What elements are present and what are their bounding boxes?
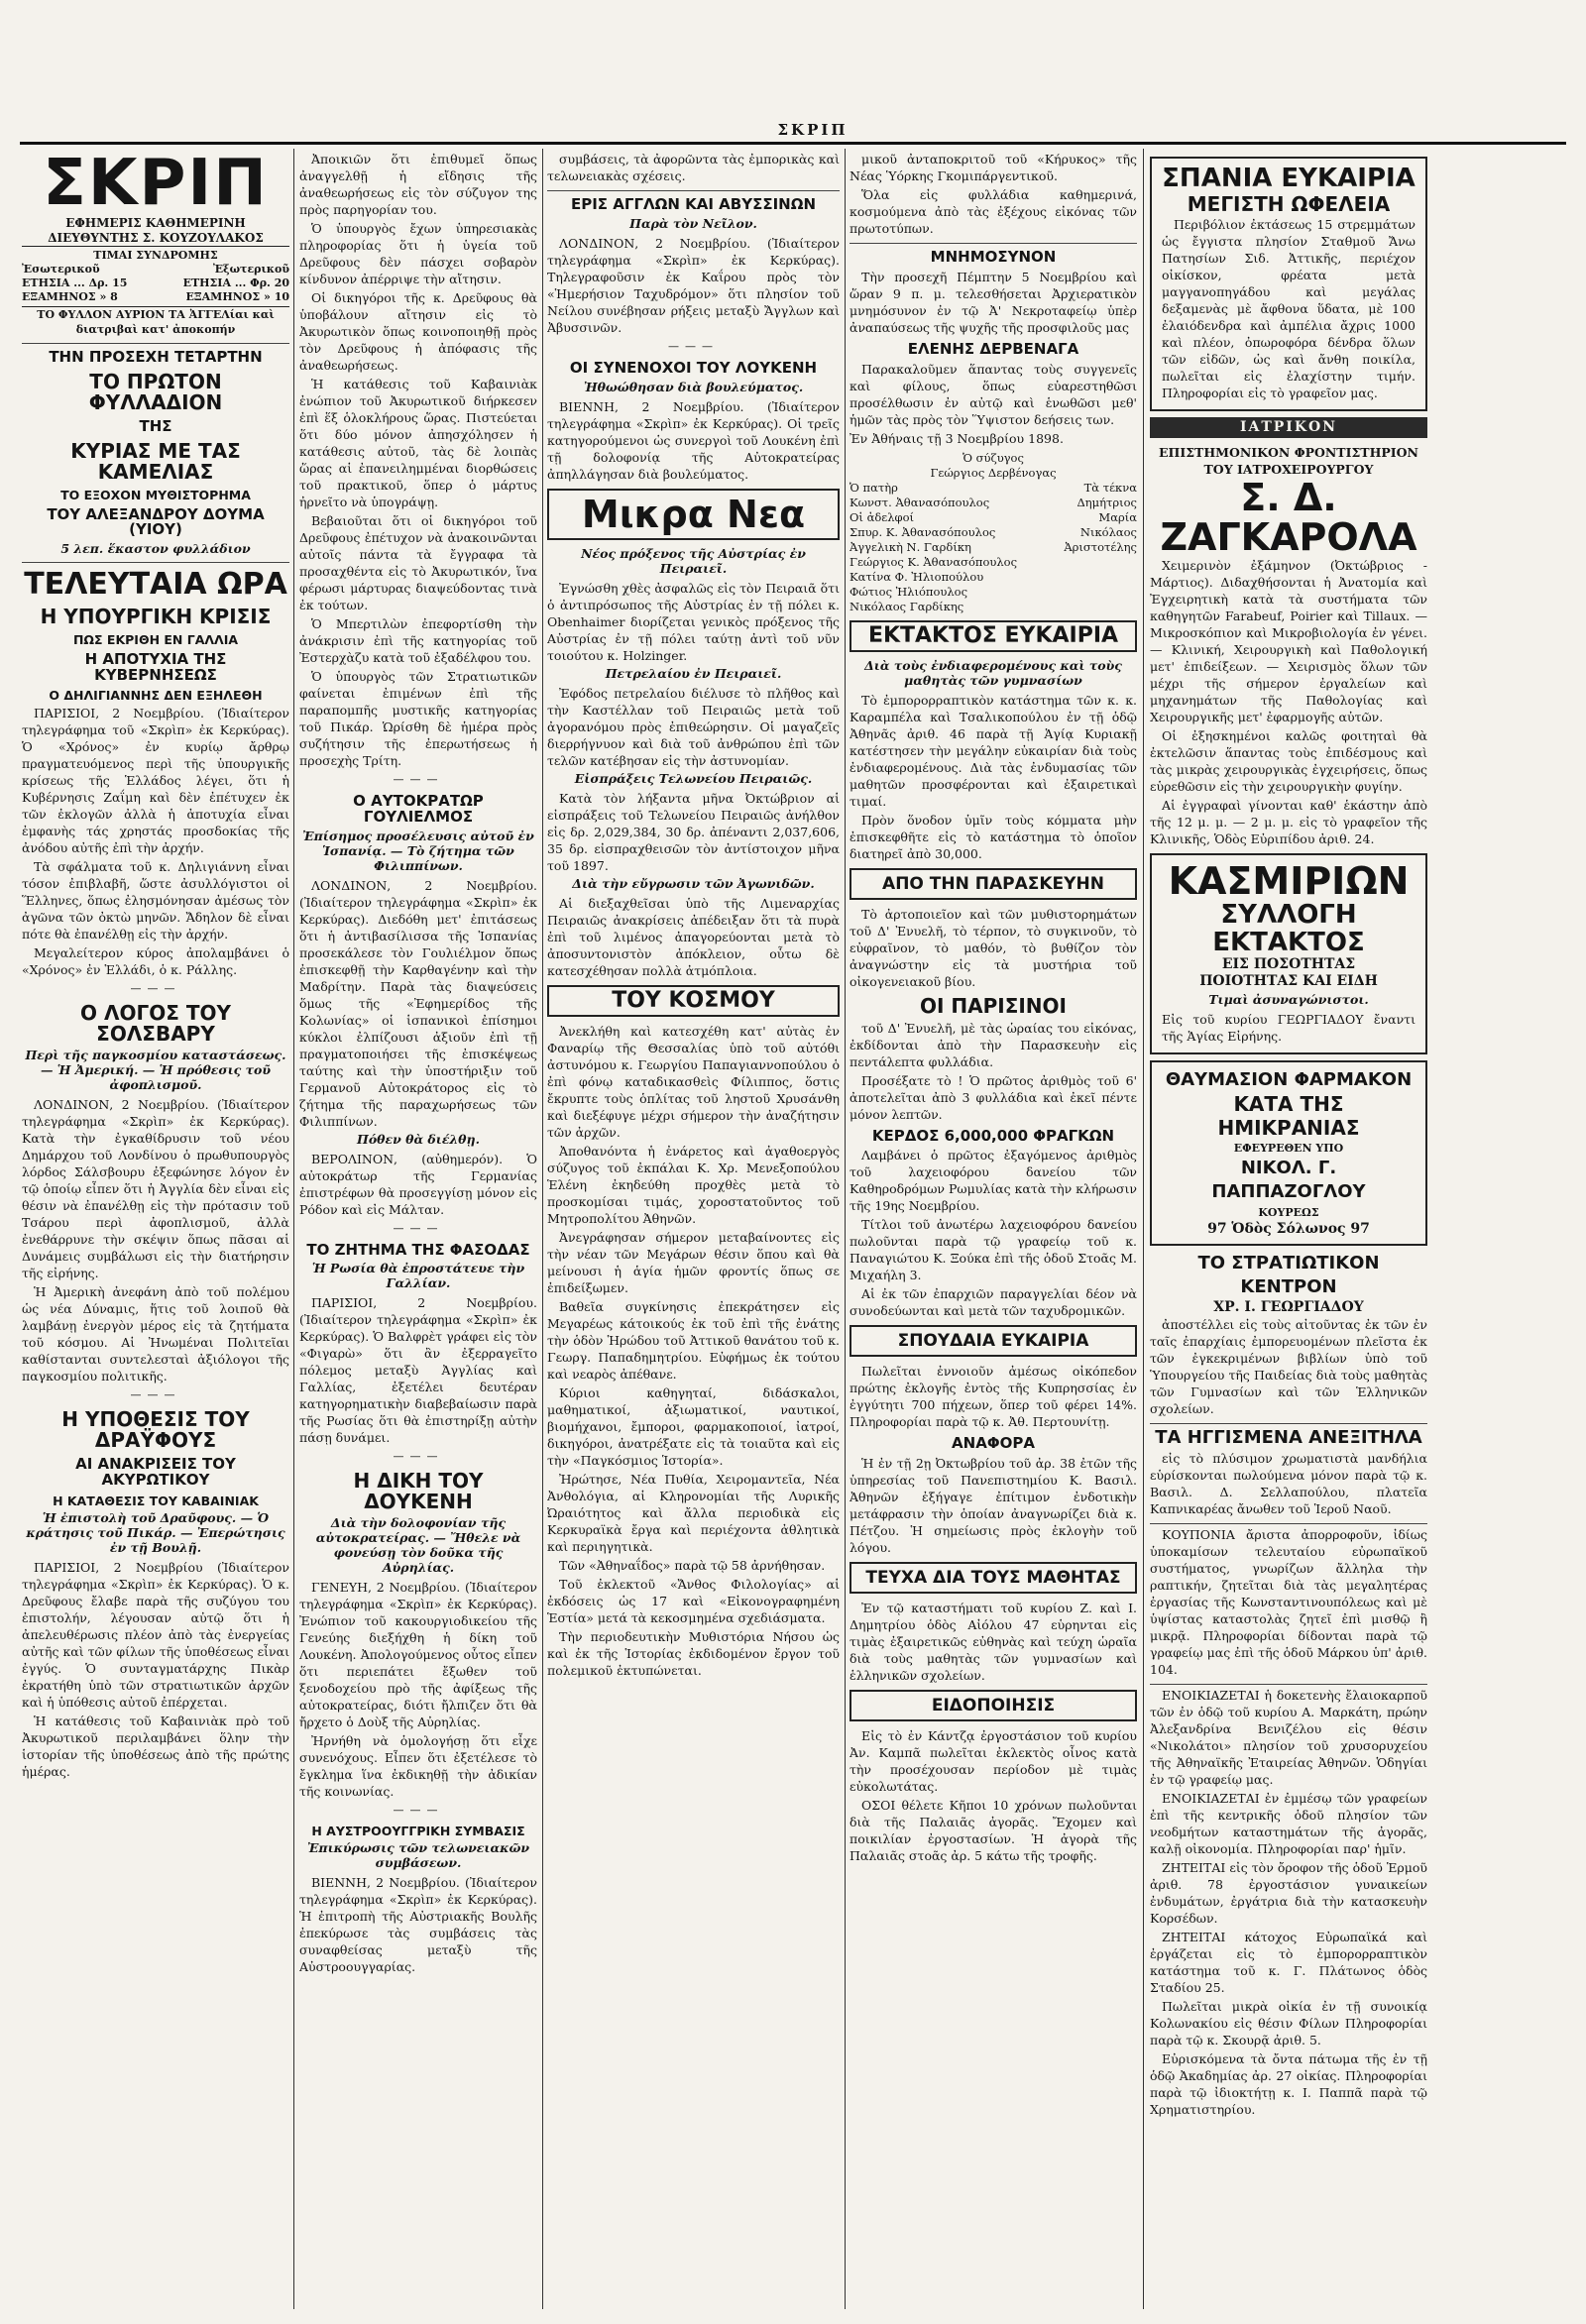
subheadline: Διὰ τὴν δολοφονίαν τῆς αὐτοκρατείρας. — Ἤθελε νὰ φονεύσῃ τὸν δοῦκα τῆς Αὐρηλίας. [315, 1515, 521, 1576]
ad-text: ΠΟΙΟΤΗΤΑΣ ΚΑΙ ΕΙΔΗ [1199, 973, 1378, 989]
article-paragraph: Τὰ σφάλματα τοῦ κ. Δηλιγιάννη εἶναι τόσον ἐπιβλαβῆ, ὥστε ἀσυλλόγιστοι οἱ Ἕλληνες, ὅπως ἐλησμόνησαν ἀμέσως τὸν ἀγῶνα τῶν ὀκτὼ μηνῶν. Ἄδηλον δὲ εἶναι πότε θὰ ἐπανέλθῃ εἰς τὴν ἀρχήν. [22, 859, 289, 942]
subheadline: Η ΚΑΤΑΘΕΣΙΣ ΤΟΥ ΚΑΒΑΙΝΙΑΚ [53, 1493, 259, 1508]
headline-from-friday: ΑΠΟ ΤΗΝ ΠΑΡΑΣΚΕΥΗΝ [882, 873, 1104, 894]
headline-fashoda: ΤΟ ΖΗΤΗΜΑ ΤΗΣ ΦΑΣΟΔΑΣ [306, 1240, 530, 1259]
article-paragraph: Εἰς τὸ ἐν Κάντζᾳ ἐργοστάσιον τοῦ κυρίου Ἀν. Καμπᾶ πωλεῖται ἐκλεκτὸς οἶνος κατὰ τὴν προσέχουσαν περίοδον μὲ τιμὰς εὐκολωτάτας. [850, 1728, 1137, 1794]
article-paragraph: Τῶν «Ἀθηναΐδος» παρὰ τῷ 58 ἀρνήθησαν. [559, 1557, 826, 1573]
ornament: ——— [130, 1388, 181, 1402]
ad-subtitle: ΜΕΓΙΣΤΗ ΩΦΕΛΕΙΑ [1187, 192, 1391, 216]
section-box [850, 868, 1137, 900]
article-paragraph: τοῦ Δ' Ἐνυελῆ, μὲ τὰς ὡραίας του εἰκόνας, ἐκδίδονται ἀπὸ τὴν Παρασκευὴν εἰς πεντάλεπτα φυλλάδια. [850, 1020, 1137, 1069]
section-box [547, 489, 840, 540]
prices-cell: ΕΤΗΣΙΑ ... Φρ. 20 [182, 277, 289, 289]
ad-subtitle: ΧΡ. Ι. ΓΕΩΡΓΙΑΔΟΥ [1213, 1299, 1364, 1315]
ornament: ——— [393, 1804, 444, 1818]
subheadline: Ἠθωώθησαν διὰ βουλεύματος. [583, 379, 804, 394]
subheadline: Ἡ Ρωσία θὰ ἐπροστάτευε τὴν Γαλλίαν. [311, 1261, 525, 1291]
prices-cell: ΕΤΗΣΙΑ ... Δρ. 15 [22, 277, 128, 289]
section-box [850, 1690, 1137, 1721]
mourner: Ἀριστοτέλης [1064, 539, 1137, 554]
article-paragraph: Τὴν προσεχῆ Πέμπτην 5 Νοεμβρίου καὶ ὥραν 9 π. μ. τελεσθήσεται Ἀρχιερατικὸν μνημόσυνον ἐν τῷ Ἀ' Νεκροταφείῳ ὑπὲρ ἀναπαύσεως τῆς ψυχῆς τῆς προσφιλοῦς μας [850, 269, 1137, 335]
article-paragraph: Ὁ ὑπουργὸς ἔχων ὑπηρεσιακὰς πληροφορίας ὅτι ἡ ὑγεία τοῦ Δρεῦφους δὲν πάσχει σοβαρὸν κίνδυνον ἀπέρριψε τὴν αἴτησιν. [299, 221, 537, 286]
section-box [850, 620, 1137, 652]
ad-text: Περιβόλιον ἐκτάσεως 15 στρεμμάτων ὡς ἔγγιστα πλησίον Σταθμοῦ Ἄνω Πατησίων Σιδ. Ἀττικῆς, περιέχον οἰκίσκον, φρέατα μετὰ μαγγανοπηγάδου καὶ μεγάλας δεξαμενὰς μὲ ἄφθονα ὕδατα, μὲ 100 ἐλαιόδενδρα καὶ ἀμπέλια ἄχρις 1000 καὶ πλέον, ὀπωροφόρα δένδρα ὅλων τῶν εἰδῶν, ὡς καὶ ἄνθη ποικίλα, πωλεῖται εἰς ἐλαχίστην τιμήν. Πληροφορίαι εἰς τὸ γραφεῖον μας. [1162, 217, 1416, 400]
headline-short-news: Μικρα Νεα [581, 492, 806, 536]
masthead-tagline: ΕΦΗΜΕΡΙΣ ΚΑΘΗΜΕΡΙΝΗ [65, 216, 246, 230]
headline-world: ΤΟΥ ΚΟΣΜΟΥ [612, 987, 775, 1013]
mourner-row [850, 600, 1137, 614]
column-divider [845, 149, 846, 2309]
ad-text: ΕΙΣ ΠΟΣΟΤΗΤΑΣ [1221, 956, 1356, 972]
headline-student-notebooks: ΤΕΥΧΑ ΔΙΑ ΤΟΥΣ ΜΑΘΗΤΑΣ [865, 1568, 1121, 1588]
article-paragraph: Ἠρώτησε, Νέα Πυθία, Χειρομαντεῖα, Νέα Ἀνθολόγια, αἱ Κληρονομίαι τῆς Λυρικῆς Ὠραιότητος καὶ ἄλλα περιοδικὰ εἰς Κερκυραϊκὰ ἔργα καὶ περιέχοντα ἀθλητικὰ καὶ περιηγητικὰ. [547, 1471, 840, 1554]
article-paragraph: ΠΑΡΙΣΙΟΙ, 2 Νοεμβρίου. (Ἰδιαίτερον τηλεγράφημα «Σκρὶπ» ἐκ Κερκύρας). Ὁ Βαλφρὲτ γράφει εἰς τὸν «Φιγαρὼ» ὅτι ἂν ἐξερραγεῖτο πόλεμος μεταξὺ Ἀγγλίας καὶ Γαλλίας, ἐξετέλει δευτέραν κατηγορηματικὴν διαβεβαίωσιν παρὰ τῆς Ρωσίας ὅτι θὰ ἐπιστηρίξῃ αὐτὴν πάσῃ δυνάμει. [299, 1295, 537, 1446]
ad-text: Πωλεῖται μικρὰ οἰκία ἐν τῇ συνοικίᾳ Κολωνακίου εἰς θέσιν Φίλων Πληροφορίαι παρὰ τῷ κ. Σκουρᾷ ἀριθ. 5. [1150, 1999, 1427, 2047]
article-paragraph: συμβάσεις, τὰ ἀφορῶντα τὰς ἐμπορικὰς καὶ τελωνειακὰς σχέσεις. [547, 152, 840, 183]
ornament: ——— [393, 773, 444, 786]
ad-title: ΚΑΣΜΙΡΙΩΝ [1168, 859, 1410, 903]
column-divider [293, 149, 294, 2309]
mourner: Οἱ ἀδελφοί [850, 509, 915, 524]
ad-text: ΚΟΥΠΟΝΙΑ ἄριστα ἀπορροφοῦν, ἰδίως ὑποκαμίσων τελευταίου εὐρωπαϊκοῦ συστήματος, γνωρίζων ἄλληλα τὴν ραπτικήν, ζητεῖται διὰ τὰς μεγαλητέρας ἐργασίας τῆς Κωνσταντινουπόλεως καὶ μὲ ὑψίστας καταστολὰς ζητεῖ ἐπὶ μισθῷ ἢ μικρᾷ. Πληροφορίαι δίδονται παρὰ τῷ γραφείῳ μας ἐπὶ τῆς ὁδοῦ Μάρκου ὑπ' ἀριθ. 104. [1150, 1527, 1427, 1677]
mourner: Δημήτριος [1076, 495, 1137, 509]
ad-address: 97 Ὁδὸς Σόλωνος 97 [1207, 1221, 1370, 1237]
subheadline: Εἰσπράξεις Τελωνείου Πειραιῶς. [574, 770, 813, 786]
prices-row [22, 263, 289, 277]
article-paragraph: Τίτλοι τοῦ ἀνωτέρω λαχειοφόρου δανείου πωλοῦνται παρὰ τῷ γραφείῳ τοῦ κ. Παναγιώτου Κ. Ξούκα ἐπὶ τῆς ὁδοῦ Στοᾶς Μ. Μιχαήλη 3. [850, 1217, 1137, 1283]
article-paragraph: Μεγαλείτερον κύρος ἀπολαμβάνει ὁ «Χρόνος» ἐν Ἑλλάδι, ὁ κ. Ράλλης. [22, 945, 289, 978]
section-rule [850, 243, 1137, 244]
prices-cell: ΕΞΑΜΗΝΟΣ » 8 [22, 290, 118, 303]
advertisement [1150, 1060, 1427, 1246]
article-paragraph: Ἡ κατάθεσις τοῦ Καβαινιὰκ πρὸ τοῦ Ἀκυρωτικοῦ περιλαμβάνει ὅλην τὴν ἱστορίαν τῆς ὑποθέσεως ἀπὸ τῆς πρώτης ἡμέρας. [22, 1714, 289, 1779]
promo-heading: ΚΥΡΙΑΣ ΜΕ ΤΑΣ ΚΑΜΕΛΙΑΣ [70, 438, 241, 484]
subheadline: Η ΑΠΟΤΥΧΙΑ ΤΗΣ ΚΥΒΕΡΝΗΣΕΩΣ [84, 649, 227, 684]
mourner: Φώτιος Ἠλιόπουλος [850, 584, 968, 599]
article-paragraph: ΛΟΝΔΙΝΟΝ, 2 Νοεμβρίου. (Ἰδιαίτερον τηλεγράφημα «Σκρὶπ» ἐκ Κερκύρας). Κατὰ τὴν ἐγκαθίδρυσιν τοῦ νέου Δημάρχου τοῦ Λονδίνου ὁ πρωθυπουργὸς λόρδος Σάλσβουρυ ἐξεφώνησε λόγον ἐν τῷ ὁποίῳ εἶπεν ὅτι ἡ Ἀγγλία δὲν εἶναι εἰς θέσιν νὰ ἐπανέλθῃ εἰς τὴν πρότασιν τοῦ Τσάρου περὶ ἀφοπλισμοῦ, ἀλλὰ ἐνεθάρρυνε τὴν σκέψιν ὅπως πᾶσαι αἱ Δυνάμεις συμβάλωσι εἰς τὴν διατήρησιν τῆς εἰρήνης. [22, 1097, 289, 1281]
advertisement [1150, 853, 1427, 1054]
article-paragraph: ΛΟΝΔΙΝΟΝ, 2 Νοεμβρίου. (Ἰδιαίτερον τηλεγράφημα «Σκρὶπ» ἐκ Κερκύρας). Διεδόθη μετ' ἐπιτάσεως ὅτι ἡ ἀντιβασίλισσα τῆς Ἱσπανίας προσεκάλεσε τὸν Γουλιέλμον ὅπως ἐπισκεφθῇ τὴν Καρθαγένην καὶ τὴν Μαδρίτην. Παρὰ τὰς διαψεύσεις ὅμως τῆς «Ἐφημερίδος τῆς Κολωνίας» οἱ ἱσπανικοὶ ἐπίσημοι κύκλοι ἐλπίζουσι ἀξιοῦν ἐπὶ τῇ πραγματοποιήσει τῆς ἐπισκέψεως ταύτης καὶ τὴν ὑποστήριξιν τοῦ Γερμανοῦ Αὐτοκράτορος εἰς τὸ ζήτημα τῆς παραχωρήσεως τῶν Φιλιππίνων. [299, 877, 537, 1129]
subheadline: Ἐπικύρωσις τῶν τελωνειακῶν συμβάσεων. [306, 1840, 530, 1871]
section-box [547, 985, 840, 1017]
article-paragraph: ΛΟΝΔΙΝΟΝ, 2 Νοεμβρίου. (Ἰδιαίτερον τηλεγράφημα «Σκρὶπ» ἐκ Κερκύρας). Τηλεγραφοῦσιν ἐκ Καΐρου πρὸς τὸν «Ἡμερήσιον Ταχυδρόμον» ὅτι πλησίον τοῦ Νείλου συνέβησαν ρήξεις μεταξὺ Ἄγγλων καὶ Ἀβυσσινῶν. [547, 235, 840, 335]
subheadline: Πετρελαίου ἐν Πειραιεῖ. [605, 665, 782, 681]
ad-text: Χειμερινὸν ἐξάμηνον (Ὀκτώβριος - Μάρτιος). Διδαχθήσονται ἡ Ἀνατομία καὶ Ἐγχειρητικὴ κατὰ τὰ συστήματα τῶν καθηγητῶν Farabeuf, Poirier καὶ Tillaux. — Μικροσκόπιον καὶ Μικροβιολογία ἐν γένει. — Κλινική, Χειρουργικὴ καὶ Παθολογική μετ' ἐπιδείξεων. — Χειρισμὸς ὅλων τῶν μέχρι τῆς σήμερον ἐργαλείων καὶ μηχανημάτων τῆς Παθολογίας καὶ Χειρουργικῆς μετ' ἐφαρμογῆς αὐτῶν. [1150, 558, 1427, 724]
mourner-row [850, 585, 1137, 600]
mourner: Κατίνα Φ. Ἠλιοπούλου [850, 569, 984, 584]
column-4 [850, 151, 1137, 2301]
ad-title: ΘΑΥΜΑΣΙΟΝ ΦΑΡΜΑΚΟΝ [1165, 1069, 1413, 1090]
subheadline: Νέος πρόξενος τῆς Αὐστρίας ἐν Πειραιεῖ. [581, 545, 806, 576]
ad-text: εἰς τὸ πλύσιμον χρωματιστὰ μανδήλια εὑρίσκονται πωλούμενα μόνον παρὰ τῷ κ. Βασιλ. Δ. Σελλαπούλου, πλατεῖα Καπνικαρέας ἄνωθεν τοῦ Ἱεροῦ Ναοῦ. [1150, 1451, 1427, 1516]
mourner-row [850, 481, 1137, 496]
headline-treaty: Η ΑΥΣΤΡΟΟΥΓΓΡΙΚΗ ΣΥΜΒΑΣΙΣ [311, 1824, 525, 1839]
article-paragraph: Ὅλα εἰς φυλλάδια καθημερινά, κοσμούμενα ἀπὸ τὰς ἐξέχους εἰκόνας τῶν πρωτοτύπων. [850, 187, 1137, 236]
column-divider [542, 149, 543, 2309]
prices-cell: Ἐσωτερικοῦ [22, 263, 100, 276]
ad-text: ΖΗΤΕΙΤΑΙ εἰς τὸν ὄροφον τῆς ὁδοῦ Ἑρμοῦ ἀριθ. 78 ἐργοστάσιον γυναικείων ἐνδυμάτων, ἐργάτρια διὰ τὴν κατασκευὴν Κορσέδων. [1150, 1860, 1427, 1926]
column-divider [1143, 149, 1144, 2309]
headline-parisians: ΟΙ ΠΑΡΙΣΙΝΟΙ [919, 993, 1067, 1018]
ad-subtitle: ΚΑΤΑ ΤΗΣ ΗΜΙΚΡΑΝΙΑΣ [1217, 1092, 1360, 1140]
ad-subtitle: ΣΥΛΛΟΓΗ ΕΚΤΑΚΤΟΣ [1212, 900, 1365, 957]
mourner: Ὁ σύζυγος [963, 450, 1024, 465]
article-paragraph: Τοῦ ἐκλεκτοῦ «Ἄνθος Φιλολογίας» αἱ ἐκδόσεις ὡς 17 καὶ «Εἰκονογραφημένη Ἑστία» μετά τὰ κεκοσμημένα σχεδιάσματα. [547, 1576, 840, 1625]
article-paragraph: ΠΑΡΙΣΙΟΙ, 2 Νοεμβρίου (Ἰδιαίτερον τηλεγράφημα «Σκρὶπ» ἐκ Κερκύρας). Ὁ κ. Δρεῦφους ἔλαβε παρὰ τῆς συζύγου του ἐπιστολήν, λέγουσαν αὐτῷ ὅτι ἡ ἀπελευθέρωσις πλέον ἀπὸ τὰς ἐνεργείας αὐτῆς καὶ τῶν φίλων τῆς ὑποθέσεως εἶναι ἐγγύς. Ὁ συνταγματάρχης Πικὰρ ἐκρατήθη ὑπὸ τῶν στρατιωτικῶν ἀρχῶν καὶ ἡ ὑπόθεσις αὐτοῦ ἐπέρχεται. [22, 1560, 289, 1710]
headline-memorial: ΜΝΗΜΟΣΥΝΟΝ [930, 248, 1057, 266]
article-paragraph: Ἠρνήθη νὰ ὁμολογήσῃ ὅτι εἶχε συνενόχους. Εἶπεν ὅτι ἐξετέλεσε τὸ ἔγκλημα ἵνα ἐκδικηθῇ τὴν ἀδικίαν τῆς κοινωνίας. [299, 1733, 537, 1800]
memorial-date: Ἐν Ἀθήναις τῇ 3 Νοεμβρίου 1898. [850, 430, 1064, 446]
headline-notification: ΕΙΔΟΠΟΙΗΣΙΣ [931, 1696, 1056, 1715]
article-paragraph: Κύριοι καθηγηταί, διδάσκαλοι, μαθηματικοί, ἀξιωματικοί, ναυτικοί, βιομήχανοι, ἔμποροι, φαρμακοποιοί, ἰατροί, δικηγόροι, ἀνατρέξατε εἰς τὰ τοιαῦτα καὶ εἰς τὴν «Παγκόσμιος Ἱστορία». [547, 1384, 840, 1468]
headline-urgent-opportunity: ΕΚΤΑΚΤΟΣ ΕΥΚΑΙΡΙΑ [867, 622, 1119, 648]
ad-text: Τιμαὶ ἀσυναγώνιστοι. [1208, 992, 1369, 1007]
article-paragraph: ΓΕΝΕΥΗ, 2 Νοεμβρίου. (Ἰδιαίτερον τηλεγράφημα «Σκρὶπ» ἐκ Κερκύρας). Ἐνώπιον τοῦ κακουργιοδικείου τῆς Γενεύης διεξήχθη ἡ δίκη τοῦ Λουκένη. Ἀπολογούμενος οὗτος εἶπεν ὅτι περιεπάτει ἔξωθεν τοῦ ξενοδοχείου πρὸ τῆς ἀφίξεως τῆς αὐτοκρατείρας, διότι ἤλπιζεν ὅτι θὰ ἤρχετο ὁ Δοὺξ τῆς Αὐρηλίας. [299, 1580, 537, 1730]
subheadline: Παρὰ τὸν Νεῖλον. [629, 215, 757, 231]
mourner-row [850, 451, 1137, 466]
article-paragraph: Πρὸν ὅνοδον ὑμῖν τοὺς κόμματα μὴν ἐπισκεφθῆτε εἰς τὸ κατάστημα τὸ ὁποῖον διατηρεῖ ἀπὸ 30,000. [850, 812, 1137, 861]
mourner: Ὁ πατὴρ [850, 480, 898, 495]
article-paragraph: Αἱ διεξαχθεῖσαι ὑπὸ τῆς Λιμεναρχίας Πειραιῶς ἀνακρίσεις ἀπέδειξαν ὅτι τὰ πυρὰ ἐπὶ τοῦ λιμένος ἀπαγορεύονται μετὰ τὸ ἀποσυντονιστὸν ἀπόκλειον, οὗτω δὲ κατεσχέθησαν πολλὰ ἀτμόπλοια. [547, 895, 840, 978]
ad-title: ΤΟ ΣΤΡΑΤΙΩΤΙΚΟΝ ΚΕΝΤΡΟΝ [1197, 1253, 1380, 1297]
mourner-row [850, 555, 1137, 570]
ad-text: Εἰς τοῦ κυρίου ΓΕΩΡΓΙΑΔΟΥ ἔναντι τῆς Ἁγίας Εἰρήνης. [1162, 1012, 1416, 1044]
section-rule [547, 190, 840, 191]
prices-title: ΤΙΜΑΙ ΣΥΝΔΡΟΜΗΣ [93, 249, 218, 262]
mourner-row [850, 570, 1137, 585]
subheadline: Διὰ τοὺς ἐνδιαφερομένους καὶ τοὺς μαθητὰς τῶν γυμνασίων [864, 657, 1122, 688]
subheadline: ΠΩΣ ΕΚΡΙΘΗ ΕΝ ΓΑΛΛΙΑ [72, 631, 239, 647]
article-paragraph: μικοῦ ἀνταποκριτοῦ τοῦ «Κήρυκος» τῆς Νέας Ὑόρκης Γκομιπάργεντικοῦ. [850, 152, 1137, 183]
headline-notice: ΑΝΑΦΟΡΑ [952, 1434, 1035, 1453]
mourner: Ἀγγελικὴ Ν. Γαρδίκη [850, 539, 971, 554]
ad-text: ΕΝΟΙΚΙΑΖΕΤΑΙ ἡ δοκετενὴς ἔλαιοκαρποῦ τῶν ἐν ὁδῷ τοῦ κυρίου Α. Μαρκάτη, πρώην Ἀλεξανδρίνα Βενιζέλου εἰς θέσιν «Νικολάτοι» πλησίον τοῦ χρυσορυχείου τῆς Ἀθηναϊκῆς Ἐταιρείας Ἀθηνῶν. Ὁδηγίαι ἐν τῷ γραφείῳ μας. [1150, 1688, 1427, 1787]
ad-text: ΕΦΕΥΡΕΘΕΝ ΥΠΟ [1233, 1142, 1344, 1155]
prices-row [22, 290, 289, 304]
article-paragraph: Ἐν τῷ καταστήματι τοῦ κυρίου Ζ. καὶ Ι. Δημητρίου ὁδὸς Αἰόλου 47 εὑρηνται εἰς τιμὰς ἐξαιρετικῶς εὐθηνὰς καὶ τεύχη ὡραῖα διὰ τοὺς μαθητὰς τῶν γυμνασίων καὶ ἑλληνικῶν σχολείων. [850, 1601, 1137, 1683]
column-3 [547, 151, 840, 2301]
headline-accomplices: ΟΙ ΣΥΝΕΝΟΧΟΙ ΤΟΥ ΛΟΥΚΕΝΗ [569, 358, 818, 377]
mourner: Νικόλαος Γαρδίκης [850, 599, 964, 613]
mourner: Νικόλαος [1079, 524, 1137, 539]
headline-last-hour: ΤΕΛΕΥΤΑΙΑ ΩΡΑ [24, 567, 287, 603]
mourner-row [850, 510, 1137, 525]
section-rule [1150, 1684, 1427, 1685]
subheadline: Ἐπίσημος προσέλευσις αὐτοῦ ἐν Ἱσπανίᾳ. — Τὸ ζήτημα τῶν Φιλιππίνων. [302, 828, 534, 873]
article-paragraph: Ὁ ὑπουργὸς τῶν Στρατιωτικῶν φαίνεται ἐπιμένων ἐπὶ τῆς παραπομπῆς μυστικῆς κατηγορίας τοῦ Πικάρ. Ὡρίσθη δὲ ἡμέρα πρὸς συζήτησιν τῆς ἐπερωτήσεως ἡ προσεχὴς Τρίτη. [299, 669, 537, 768]
headline-kaiser: Ο ΑΥΤΟΚΡΑΤΩΡ ΓΟΥΛΙΕΛΜΟΣ [353, 792, 484, 826]
ad-banner: ΙΑΤΡΙΚΟΝ [1150, 417, 1427, 438]
article-paragraph: Πωλεῖται ἐννοιοῦν ἀμέσως οἰκόπεδον πρώτης ἐκλογῆς ἐντὸς τῆς Κυπρησσίας ἐν ἐγγύτητι 700 πήχεων, ὅπερ τοῦ φέρει 14%. Πληροφορίαι παρὰ τῷ κ. Ἀθ. Περτουνίτῃ. [850, 1364, 1137, 1430]
section-box [850, 1325, 1137, 1357]
mourners-list [850, 451, 1137, 614]
headline-crisis: Η ΥΠΟΥΡΓΙΚΗ ΚΡΙΣΙΣ [40, 604, 272, 628]
headline-salisbury: Ο ΛΟΓΟΣ ΤΟΥ ΣΟΛΣΒΑΡΥ [80, 1001, 231, 1047]
article-paragraph: Ἐγνώσθη χθὲς ἀσφαλῶς εἰς τὸν Πειραιᾶ ὅτι ὁ ἀντιπρόσωπος τῆς Αὐστρίας ἐν τῇ πόλει κ. Obenhaimer διορίζεται γενικὸς πρόξενος τῆς Αὐστρίας ἐν τῇ πόλει ταύτῃ ἀντὶ τοῦ νῦν τοιούτου κ. Holzinger. [547, 580, 840, 663]
subheadline: Πόθεν θὰ διέλθῃ. [357, 1131, 480, 1147]
article-paragraph: Ἐφόδος πετρελαίου διέλυσε τὸ πλῆθος καὶ τὴν Καστέλλαν τοῦ Πειραιῶς μετὰ τοῦ ἀγορανόμου πρὸς ἐπιθεώρησιν. Οἱ μαγαζεῖς διερρήγνυον καὶ διὰ τοῦ ἀνθρώπου ἐπὶ τῶν τελῶν κατέβησαν εἰς τὴν ἀστυνομίαν. [547, 685, 840, 768]
masthead-title: ΣΚΡΙΠ [43, 151, 269, 220]
section-rule [22, 562, 289, 563]
promo-heading: ΤΗΣ [139, 416, 172, 435]
ad-title: ΤΑ ΗΓΓΙΣΜΕΝΑ ΑΝΕΞΙΤΗΛΑ [1155, 1427, 1422, 1448]
running-head: ΣΚΡΙΠ [777, 121, 849, 139]
article-paragraph: ΒΙΕΝΝΗ, 2 Νοεμβρίου. (Ἰδιαίτερον τηλεγράφημα «Σκρὶπ» ἐκ Κερκύρας). Οἱ τρεῖς κατηγορούμενοι ὡς συνεργοὶ τοῦ Λουκένη ἐπὶ τῇ δολοφονίᾳ τῆς Αὐτοκρατείρας ἀπηλλάγησαν διὰ βουλεύματος. [547, 398, 840, 482]
mourner: Σπυρ. Κ. Ἀθανασόπουλος [850, 524, 996, 539]
ad-text: Εὐρισκόμενα τὰ ὄντα πάτωμα τῆς ἐν τῇ ὁδῷ Ἀκαδημίας ἀρ. 27 οἰκίας. Πληροφορίαι παρὰ τῷ ἰδιοκτήτῃ κ. Ι. Παππᾶ παρὰ τῷ Χρηματιστηρίου. [1150, 2051, 1427, 2117]
ad-text: Οἱ ἐξησκημένοι καλῶς φοιτηταὶ θὰ ἐκτελῶσιν ἅπαντας τοὺς ἐπιδέσμους καὶ τὰς μικρὰς χειρουργικὰς ἐγχειρήσεις, ὅπως εὑρεθῶσιν εἰς τὴν χειρουργικὴν φυγίην. [1150, 728, 1427, 794]
top-rule [20, 142, 1566, 145]
ornament: ——— [130, 982, 181, 996]
section-rule [1150, 1423, 1427, 1424]
prices-row [22, 277, 289, 290]
article-paragraph: Ἀποθανόντα ἡ ἐνάρετος καὶ ἀγαθοεργὸς σύζυγος τοῦ ἐκπάλαι Κ. Χρ. Μενεξοπούλου Ἑλένη ἐκηδεύθη προχθὲς μετὰ τὸ προσκομίσαι τιμάς, χοροστατοῦντος τοῦ Μητροπολίτου Ἀθηνῶν. [547, 1143, 840, 1226]
mourner: Μαρία [1098, 509, 1137, 524]
mourner: Γεώργιος Κ. Ἀθανασόπουλος [850, 554, 1018, 569]
ad-text: ΖΗΤΕΙΤΑΙ κάτοχος Εὐρωπαϊκά καὶ ἐργάζεται εἰς τὸ ἐμπορορραπτικὸν κατάστημα τοῦ κ. Γ. Πλάτωνος ὁδὸς Σταδίου 25. [1150, 1930, 1427, 1995]
article-paragraph: Ἀνεκλήθη καὶ κατεσχέθη κατ' αὐτὰς ἐν Φαναρίῳ τῆς Θεσσαλίας ὑπὸ τοῦ αὐτόθι ἀστυνόμου κ. Γεωργίου Παπαγιαννοπούλου ὁ ἐπὶ φόνῳ καταδικασθεὶς Φίλιππος, ὅστις ἔκρυπτε τοὺς ὁπλίτας τοῦ ληστοῦ Χρυσάνθη καὶ διεξέφυγε μέχρι σήμερον τὴν ἀναζήτησιν τῶν ἀρχῶν. [547, 1023, 840, 1140]
article-paragraph: ΒΕΡΟΛΙΝΟΝ, (αὐθημερόν). Ὁ αὐτοκράτωρ τῆς Γερμανίας ἐπιστρέφων θὰ προσεγγίσῃ μόνον εἰς Ρόδον καὶ εἰς Μάλταν. [299, 1151, 537, 1217]
headline-serious-opportunity: ΣΠΟΥΔΑΙΑ ΕΥΚΑΙΡΙΑ [897, 1331, 1089, 1352]
article-paragraph: Προσέξατε τὸ ! Ὁ πρῶτος ἀριθμὸς τοῦ 6' ἀποτελεῖται ἀπὸ 3 φυλλάδια καὶ ἐκεῖ πέντε μόνον λεπτῶν. [850, 1072, 1137, 1122]
article-paragraph: Παρακαλοῦμεν ἅπαντας τοὺς συγγενεῖς καὶ φίλους, ὅπως εὐαρεστηθῶσι προσέλθωσιν ἐν αὐτῷ καὶ ἑνωθῶσι μεθ' ἡμῶν τὰς πρὸς τὸν Ὕψιστον δεήσεις των. [850, 361, 1137, 427]
ad-text: ΚΟΥΡΕΩΣ [1258, 1206, 1319, 1219]
article-paragraph: Βαθεῖα συγκίνησις ἐπεκράτησεν εἰς Μεγαρέως κάτοικούς ἐκ τοῦ ἐπὶ τῆς ἐνάτης τὴν ὁδὸν Ἡρώδου τοῦ Ἀττικοῦ θανάτου τοῦ κ. Γεωργ. Παπαδημητρίου. Εὐφήμως ἐκ τούτου καὶ νεαρὸς ἀπέθανε. [547, 1298, 840, 1382]
article-paragraph: Λαμβάνει ὁ πρῶτος ἐξαγόμενος ἀριθμὸς τοῦ λαχειοφόρου δανείου τῶν Καθηροδρόμων Ρωμυλίας κατὰ τὴν κλήρωσιν τῆς 19ης Νοεμβρίου. [850, 1148, 1137, 1214]
prices-cell: ΕΞΑΜΗΝΟΣ » 10 [185, 290, 289, 303]
ad-name: ΝΙΚΟΛ. Γ. ΠΑΠΠΑΖΟΓΛΟΥ [1211, 1158, 1366, 1202]
article-paragraph: ΒΙΕΝΝΗ, 2 Νοεμβρίου. (Ἰδιαίτερον τηλεγράφημα «Σκρὶπ» ἐκ Κερκύρας). Ἡ ἐπιτροπὴ τῆς Αὐστριακῆς Βουλῆς ἐπεκύρωσε τὰς συμβάσεις τὰς συναφθείσας μεταξὺ τῆς Αὐστροουγγαρίας. [299, 1875, 537, 1975]
article-paragraph: Οἱ δικηγόροι τῆς κ. Δρεῦφους θὰ ὑποβάλουν αἴτησιν εἰς τὸ Ἀκυρωτικὸν ὅπως κοινοποιηθῇ πρὸς τὸν Δρεῦφους ἡ ἀπόφασις τῆς ἀναθεωρήσεως. [299, 290, 537, 373]
promo-heading: ΤΟ ΕΞΟΧΟΝ ΜΥΘΙΣΤΟΡΗΜΑ [60, 487, 251, 502]
ad-title: Σ. Δ. ΖΑΓΚΑΡΟΛΑ [1160, 476, 1417, 559]
ad-subtitle: ΕΠΙΣΤΗΜΟΝΙΚΟΝ ΦΡΟΝΤΙΣΤΗΡΙΟΝ ΤΟΥ ΙΑΤΡΟΧΕΙΡΟΥΡΓΟΥ [1159, 445, 1418, 477]
article-paragraph: Ἀποικιῶν ὅτι ἐπιθυμεῖ ὅπως ἀναγγελθῇ ἡ εἴδησις τῆς ἀναθεωρήσεως εἰς τὸν σύζυγον της πρὸς παρηγορίαν του. [299, 152, 537, 217]
article-paragraph: ΟΣΟΙ θέλετε Κῆποι 10 χρόνων πωλοῦνται διὰ τῆς Παλαιᾶς ἀγορᾶς. Ἔχομεν καὶ ποικιλίαν ἐργοστασίων. Ἡ ἀγορὰ τῆς Παλαιᾶς στοᾶς ἀρ. 5 κάτω τῆς τροφῆς. [850, 1798, 1137, 1863]
mourner: Γεώργιος Δερβένογας [930, 465, 1057, 480]
headline-dreyfus: Η ΥΠΟΘΕΣΙΣ ΤΟΥ ΔΡΑΫΦΟΥΣ [61, 1407, 250, 1453]
column-1 [22, 151, 289, 2301]
subheadline: Περὶ τῆς παγκοσμίου καταστάσεως. — Ἡ Ἀμερική. — Ἡ πρόθεσις τοῦ ἀφοπλισμοῦ. [25, 1048, 286, 1093]
article-paragraph: Κατὰ τὸν λήξαντα μῆνα Ὀκτώβριον αἱ εἰσπράξεις τοῦ Τελωνείου Πειραιῶς ἀνήλθον εἰς δρ. 2,029,384, 30 δρ. ἀπέναντι 2,037,606, 35 δρ. εἰσπραχθεισῶν τὸν ἀντίστοιχον μῆνα τοῦ 1897. [547, 790, 840, 873]
article-paragraph: Αἱ ἐκ τῶν ἐπαρχιῶν παραγγελίαι δέον νὰ συνοδεύωνται καὶ μετὰ τῶν ταχυδρομικῶν. [850, 1286, 1137, 1319]
mourner-row [850, 540, 1137, 555]
mourner-row [850, 525, 1137, 540]
headline-nile: ΕΡΙΣ ΑΓΓΛΩΝ ΚΑΙ ΑΒΥΣΣΙΝΩΝ [570, 195, 817, 213]
section-rule [1150, 1523, 1427, 1524]
article-paragraph: Τὸ ἀρτοποιεῖον καὶ τῶν μυθιστορημάτων τοῦ Δ' Ἐνυελῆ, τὸ τέρπον, τὸ συγκινοῦν, τὸ εὐφραῖνον, τὸ μαθόν, τὸ βυθίζον τὸν ἀναγνώστην εἰς τὰ μυστήρια τοῦ οἰκογενειακοῦ βίου. [850, 906, 1137, 989]
article-paragraph: Ὁ Μπερτιλὼν ἐπεφορτίσθη τὴν ἀνάκρισιν ἐπὶ τῆς κατηγορίας τοῦ Ἐστερχὰζυ κατὰ τοῦ ἐξαδέλφου του. [299, 616, 537, 665]
section-rule [22, 343, 289, 344]
subheadline: ΑΙ ΑΝΑΚΡΙΣΕΙΣ ΤΟΥ ΑΚΥΡΩΤΙΚΟΥ [75, 1455, 236, 1490]
ornament: ——— [668, 339, 719, 353]
masthead-director: ΔΙΕΥΘΥΝΤΗΣ Σ. ΚΟΥΖΟΥΛΑΚΟΣ [48, 231, 264, 245]
subheadline: Ο ΔΗΛΙΓΙΑΝΝΗΣ ΔΕΝ ΕΞΗΛΕΘΗ [49, 688, 263, 704]
ad-text: ΕΝΟΙΚΙΑΖΕΤΑΙ ἐν ἐμμέσῳ τῶν γραφείων ἐπὶ τῆς κεντρικῆς ὁδοῦ πλησίον τῶν νεοδμήτων καταστημάτων τῆς ἀγορᾶς, καλῇ οἰκονομία. Πληροφορίαι παρ' ἡμῖν. [1150, 1791, 1427, 1856]
ad-text: Αἱ ἐγγραφαὶ γίνονται καθ' ἑκάστην ἀπὸ τῆς 12 μ. μ. — 2 μ. μ. εἰς τὸ γραφεῖον τῆς Κλινικῆς, Ὁδὸς Εὐριπίδου ἀριθ. 24. [1150, 798, 1427, 846]
subheadline: Ἡ ἐπιστολὴ τοῦ Δραῦφους. — Ὁ κράτησις τοῦ Πικάρ. — Ἐπερώτησις ἐν τῇ Βουλῇ. [26, 1510, 285, 1555]
column-5 [1150, 151, 1427, 2301]
subscription-prices [22, 246, 289, 307]
mourner: Τὰ τέκνα [1083, 480, 1137, 495]
promo-heading: ΤΗΝ ΠΡΟΣΕΧΗ ΤΕΤΑΡΤΗΝ [49, 348, 263, 366]
article-paragraph: Ἡ ἐν τῇ 2ῃ Ὀκτωβρίου τοῦ ἀρ. 38 ἐτῶν τῆς ὑπηρεσίας τοῦ Πανεπιστημίου Κ. Βασιλ. Ἀθηνῶν ἐξήγαγε ἐπίτιμον ἐνδοτικὴν μετάφρασιν τὴν ὁποίαν ἀναγνωρίζει διὰ κ. Πέτζου. Ἡ σημείωσις πρὸς ἐκλογὴν τοῦ λόγου. [850, 1456, 1137, 1555]
ornament: ——— [393, 1450, 444, 1464]
mourner-row [850, 496, 1137, 510]
subheadline: Διὰ τὴν εὔγρωσιν τῶν Ἀγωνιδῶν. [572, 875, 815, 891]
masthead-notice: ΤΟ ΦΥΛΛΟΝ ΑΥΡΙΟΝ ΤΑ ἈΓΓΕΛίαι καὶ διατριβαὶ κατ' ἀποκοπήν [37, 308, 275, 336]
article-paragraph: Ἀνεγράφησαν σήμερον μεταβαίνοντες εἰς τὴν νέαν τῶν Μεγάρων θέσιν ὅπου καὶ θὰ μείνουσι ἡ ἁγία ἡμῶν φροντίς ὅπως σε ἐπιδείξωμεν. [547, 1229, 840, 1295]
article-paragraph: Ἡ κατάθεσις τοῦ Καβαινιὰκ ἐνώπιον τοῦ Ἀκυρωτικοῦ διήρκεσεν ἐπὶ ἕξ ὁλοκλήρους ὥρας. Πιστεύεται ὅτι δύο μόνον ἀπησχόλησεν ἡ κατάθεσις αὐτοῦ, τὰς δὲ λοιπὰς ὥρας αἱ ἐπανειλημμέναι διορθώσεις τοῦ πρακτικοῦ, ὅπερ ὁ μάρτυς ἠρνεῖτο νὰ ὑπογράψῃ. [299, 377, 537, 509]
prices-cell: Ἐξωτερικοῦ [212, 263, 289, 276]
promo-heading: ΤΟ ΠΡΩΤΟΝ ΦΥΛΛΑΔΙΟΝ [88, 369, 223, 414]
article-paragraph: Ἡ Ἀμερικὴ ἀνεφάνη ἀπὸ τοῦ πολέμου ὡς νέα Δύναμις, ἥτις τοῦ λοιποῦ θὰ λαμβάνῃ ἐνεργὸν μέρος εἰς τὰ ζητήματα τοῦ κόσμου. Αἱ Ἠνωμέναι Πολιτεῖαι καθίστανται συντελεσταὶ ἀξιόλογοι τῆς παγκοσμίου πολιτικῆς. [22, 1284, 289, 1384]
article-paragraph: Τὸ ἐμπορορραπτικὸν κατάστημα τῶν κ. κ. Καραμπέλα καὶ Τσαλικοπούλου ἐν τῇ ὁδῷ Ἀθηνᾶς ἀριθ. 46 παρὰ τῇ Ἁγίᾳ Κυριακῇ κατέστησεν τὴν μεγάλην εὐκαιρίαν διὰ τοὺς ἐνδιαφερομένους. Διὰ τὰς ἐνδυμασίας τῶν μαθητῶν προσφέρονται καὶ ἐξαιρετικαὶ τιμαί. [850, 692, 1137, 809]
mourner-row [850, 466, 1137, 481]
article-paragraph: Τὴν περιοδευτικὴν Μυθιστόρια Νήσου ὡς καὶ ἐκ τῆς Ἱστορίας ἐκδιδομένον ἔργον τοῦ πολεμικοῦ ἐκτυπώνεται. [547, 1628, 840, 1678]
ad-text: ἀποστέλλει εἰς τοὺς αἰτοῦντας ἐκ τῶν ἐν ταῖς ἐπαρχίαις ἐμπορευομένων πλεῖστα ἐκ τῶν ἐγκεκριμένων βιβλίων ὑπὸ τοῦ Ὑπουργείου τῆς Παιδείας διὰ τοὺς μαθητὰς τῶν Γυμνασίων καὶ τῶν Ἑλληνικῶν σχολείων. [1150, 1317, 1427, 1416]
article-paragraph: ΠΑΡΙΣΙΟΙ, 2 Νοεμβρίου. (Ἰδιαίτερον τηλεγράφημα τοῦ «Σκρὶπ» ἐκ Κερκύρας). Ὁ «Χρόνος» ἐν κυρίῳ ἄρθρῳ πραγματευόμενος περὶ τῆς ὑπουργικῆς κρίσεως τῆς Ἑλλάδος λέγει, ὅτι ἡ Κυβέρνησις Ζαΐμη καὶ δὲν ἐπέτυχεν ἐκ τῶν ἐκλογῶν ἀλλὰ ἡ ἀποτυχία εἶναι ἐμφανὴς τάς χρηστάς προσδοκίας τῆς ἀνόδου αὐτῆς ἐπὶ τὴν ἀρχήν. [22, 706, 289, 856]
section-box [850, 1562, 1137, 1594]
mourner: Κωνστ. Ἀθανασόπουλος [850, 495, 990, 509]
promo-heading: ΤΟΥ ΑΛΕΞΑΝΔΡΟΥ ΔΟΥΜΑ (ΥΙΟΥ) [47, 504, 265, 539]
ad-title: ΣΠΑΝΙΑ ΕΥΚΑΙΡΙΑ [1162, 164, 1416, 193]
promo-price: 5 λεπ. ἕκαστον φυλλάδιον [60, 541, 251, 557]
headline-profit: ΚΕΡΔΟΣ 6,000,000 ΦΡΑΓΚΩΝ [871, 1126, 1115, 1145]
column-2 [299, 151, 537, 2301]
ornament: ——— [393, 1221, 444, 1235]
advertisement [1150, 157, 1427, 411]
article-paragraph: Βεβαιοῦται ὅτι οἱ δικηγόροι τοῦ Δρεῦφους ἐπέτυχον νὰ ἀνακοινῶνται αὐτοῖς πάντα τὰ ἔγγραφα τὰ προσαχθέντα εἰς τὸ Ἀκυρωτικόν, ἵνα φέρωσι μάρτυρας διαψεύδοντας τινὰ ἐκ τούτων. [299, 513, 537, 612]
headline-trial: Η ΔΙΚΗ ΤΟΥ ΔΟΥΚΕΝΗ [353, 1469, 484, 1514]
memorial-name: ΕΛΕΝΗΣ ΔΕΡΒΕΝΑΓΑ [907, 339, 1079, 358]
